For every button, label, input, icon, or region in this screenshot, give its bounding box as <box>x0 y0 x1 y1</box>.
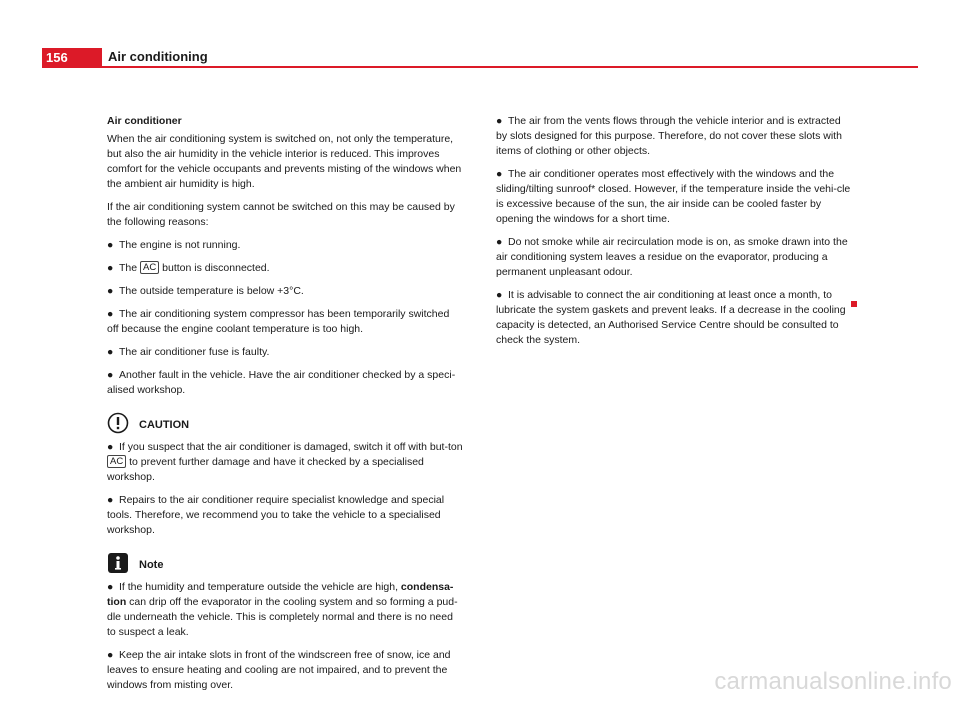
chapter-title: Air conditioning <box>108 49 208 64</box>
list-item: ● The air conditioner fuse is faulty. <box>107 346 270 358</box>
bullet-icon: ● <box>107 649 114 661</box>
list-item: ● The air conditioning system compressor has been temporarily switched off because the engine coolant temperature is too high. <box>107 308 450 335</box>
list-item: ● It is advisable to connect the air conditioning at least once a month, to lubricate the system gaskets and prevent leaks. If a decrease in the cooling capacity is detected, an Authorised Service Centre should be consulted to check the system. <box>496 289 846 346</box>
list-item: ● Keep the air intake slots in front of the windscreen free of snow, ice and leaves to ensure heating and cooling are not impaired, and to prevent the windows from misting over. <box>107 649 451 691</box>
bullet-icon: ● <box>107 239 114 251</box>
list-item: ● The AC button is disconnected. <box>107 262 270 274</box>
bold-term: condensa-tion <box>107 581 454 608</box>
list-item: ● Do not smoke while air recirculation mode is on, as smoke drawn into the air conditioning system leaves a residue on the evaporator, producing a permanent unpleasant odour. <box>496 236 848 278</box>
list-item: ● Another fault in the vehicle. Have the air conditioner checked by a speci-alised workshop. <box>107 369 456 396</box>
list-item: ● The air from the vents flows through the vehicle interior and is extracted by slots designed for this purpose. Therefore, do not cover these slots with items of clothing or other objects. <box>496 115 842 157</box>
caution-label: CAUTION <box>139 419 190 431</box>
list-item: ● The outside temperature is below +3°C. <box>107 285 304 297</box>
page-header <box>0 0 960 70</box>
watermark: carmanualsonline.info <box>714 668 952 695</box>
list-item: ● Repairs to the air conditioner require specialist knowledge and special tools. Therefore, we recommend you to take the vehicle to a specialised workshop. <box>107 494 445 536</box>
bullet-icon: ● <box>107 441 114 453</box>
section-end-marker <box>851 301 857 307</box>
list-item: ● The engine is not running. <box>107 239 241 251</box>
paragraph: When the air conditioning system is switched on, not only the temperature, but also the air humidity in the vehicle interior is reduced. This improves comfort for the vehicle occupants and prevents misting of the windows when the ambient air humidity is high. <box>107 133 462 190</box>
paragraph: If the air conditioning system cannot be switched on this may be caused by the following reasons: <box>107 201 455 228</box>
ac-key: AC <box>107 455 126 468</box>
bullet-icon: ● <box>496 236 503 248</box>
bullet-icon: ● <box>107 494 114 506</box>
bullet-icon: ● <box>107 308 114 320</box>
ac-key: AC <box>140 261 159 274</box>
bullet-icon: ● <box>107 581 114 593</box>
caution-icon <box>107 412 129 434</box>
caution-heading <box>107 412 463 434</box>
note-heading <box>107 552 463 574</box>
page-number: 156 <box>42 48 102 68</box>
note-label: Note <box>139 559 164 571</box>
bullet-icon: ● <box>107 262 114 274</box>
bullet-icon: ● <box>496 168 503 180</box>
list-item: ● The air conditioner operates most effectively with the windows and the sliding/tilting sunroof* closed. However, if the temperature inside the vehi-cle is excessive because of the sun, the air inside can be cooled faster by opening the windows for a short time. <box>496 168 851 225</box>
list-item: ● If the humidity and temperature outside the vehicle are high, condensa-tion can drip off the evaporator in the cooling system and so forming a pud-dle underneath the vehicle. This is completely normal and there is no need to suspect a leak. <box>107 581 458 638</box>
bullet-icon: ● <box>496 115 503 127</box>
bullet-icon: ● <box>107 346 114 358</box>
list-item: ● If you suspect that the air conditioner is damaged, switch it off with but-ton AC to prevent further damage and have it checked by a specialised workshop. <box>107 441 463 483</box>
bullet-icon: ● <box>107 369 114 381</box>
info-icon <box>107 552 129 574</box>
bullet-icon: ● <box>496 289 503 301</box>
left-column <box>107 114 463 701</box>
bullet-icon: ● <box>107 285 114 297</box>
header-rule <box>102 66 918 68</box>
right-column <box>496 114 852 356</box>
section-heading: Air conditioner <box>107 115 182 127</box>
